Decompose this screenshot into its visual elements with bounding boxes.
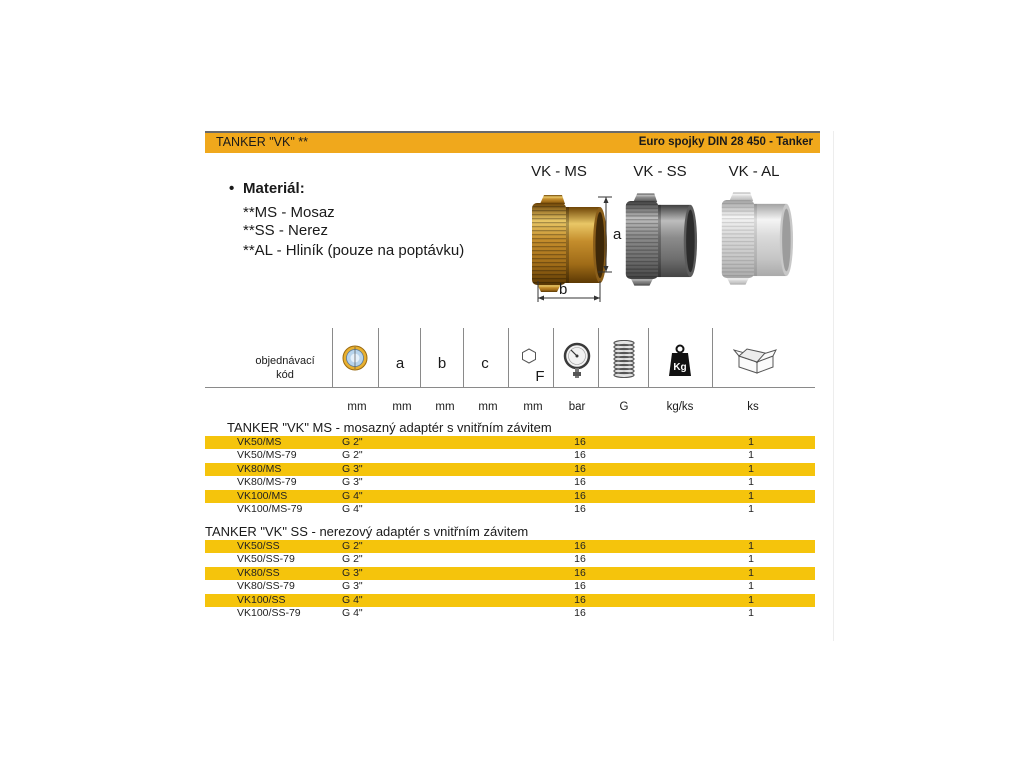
order-code: VK80/MS [237, 462, 282, 475]
unit-label: ks [747, 401, 759, 413]
code-header-line1: objednávací [255, 355, 315, 367]
table-row [205, 503, 815, 517]
pressure-value: 16 [574, 503, 586, 515]
dimension-b-label: b [559, 281, 568, 298]
unit-label: bar [568, 401, 586, 413]
table-row [205, 436, 815, 450]
stainless-coupling-image [622, 190, 698, 290]
order-code: VK50/MS-79 [237, 449, 297, 461]
column-label-c: c [481, 355, 489, 372]
variant-label-ms: VK - MS [531, 163, 587, 180]
table-row [205, 567, 815, 581]
table-row [205, 540, 815, 554]
material-item: **MS - Mosaz [243, 204, 335, 221]
thread-size: G 2" [342, 449, 363, 461]
quantity-value: 1 [748, 435, 754, 448]
header-rule [205, 387, 815, 388]
pressure-value: 16 [574, 476, 586, 488]
thread-size: G 3" [342, 476, 363, 488]
hex-nut-icon [521, 348, 537, 364]
variant-label-al: VK - AL [728, 163, 780, 180]
order-code: VK80/MS-79 [237, 476, 297, 488]
dimension-lines [528, 188, 628, 306]
unit-label: mm [478, 401, 498, 413]
order-code: VK50/SS [237, 539, 280, 552]
thread-size: G 4" [342, 593, 363, 606]
column-divider [463, 328, 464, 387]
variant-label-ss: VK - SS [633, 163, 687, 180]
order-code: VK80/SS [237, 566, 280, 579]
unit-label: kg/ks [666, 401, 694, 413]
pressure-value: 16 [574, 566, 586, 579]
material-item: **AL - Hliník (pouze na poptávku) [243, 242, 465, 259]
unit-label: mm [523, 401, 543, 413]
quantity-value: 1 [748, 462, 754, 475]
quantity-value: 1 [748, 553, 754, 565]
pressure-value: 16 [574, 607, 586, 619]
pressure-value: 16 [574, 553, 586, 565]
thread-size: G 2" [342, 435, 363, 448]
column-divider [332, 328, 333, 387]
quantity-value: 1 [748, 539, 754, 552]
quantity-value: 1 [748, 566, 754, 579]
quantity-value: 1 [748, 489, 754, 502]
order-code: VK50/MS [237, 435, 282, 448]
pressure-value: 16 [574, 449, 586, 461]
column-divider [648, 328, 649, 387]
column-divider [508, 328, 509, 387]
order-code: VK100/MS-79 [237, 503, 303, 515]
order-code: VK100/SS [237, 593, 286, 606]
table-row [205, 607, 815, 621]
material-heading: • Materiál: [243, 180, 305, 197]
thread-size: G 2" [342, 539, 363, 552]
table-row [205, 476, 815, 490]
aluminium-coupling-image [718, 190, 794, 288]
thread-size: G 4" [342, 503, 363, 515]
order-code: VK100/SS-79 [237, 607, 301, 619]
thread-size: G 2" [342, 553, 363, 565]
table-row [205, 490, 815, 504]
pressure-value: 16 [574, 435, 586, 448]
column-divider [378, 328, 379, 387]
quantity-value: 1 [748, 580, 754, 592]
header-title: TANKER "VK" ** [216, 135, 308, 149]
column-label-b: b [437, 355, 447, 372]
unit-label: mm [347, 401, 367, 413]
dimension-a-label: a [613, 226, 622, 243]
weight-icon [668, 344, 692, 378]
pressure-value: 16 [574, 593, 586, 606]
column-label-a: a [395, 355, 405, 372]
section-title-ss: TANKER "VK" SS - nerezový adaptér s vnitřním závitem [205, 524, 529, 539]
material-item: **SS - Nerez [243, 222, 329, 239]
quantity-value: 1 [748, 607, 754, 619]
unit-label: G [619, 401, 629, 413]
code-header-line2: kód [276, 369, 294, 381]
column-divider [712, 328, 713, 387]
thread-size: G 3" [342, 462, 363, 475]
pressure-value: 16 [574, 539, 586, 552]
table-row [205, 553, 815, 567]
unit-label: mm [392, 401, 412, 413]
thread-size: G 4" [342, 489, 363, 502]
quantity-value: 1 [748, 449, 754, 461]
column-divider [598, 328, 599, 387]
pressure-value: 16 [574, 462, 586, 475]
thread-icon [612, 340, 636, 378]
pipe-size-icon [341, 344, 369, 372]
pressure-value: 16 [574, 489, 586, 502]
table-row [205, 463, 815, 477]
thread-size: G 3" [342, 580, 363, 592]
section-title-ms: TANKER "VK" MS - mosazný adaptér s vnitřním závitem [227, 420, 552, 435]
header-subtitle: Euro spojky DIN 28 450 - Tanker [638, 136, 813, 148]
quantity-value: 1 [748, 593, 754, 606]
header-bar [205, 131, 820, 153]
column-divider [420, 328, 421, 387]
page-divider [833, 131, 834, 641]
column-label-f: F [535, 368, 545, 385]
order-code: VK80/SS-79 [237, 580, 295, 592]
order-code: VK100/MS [237, 489, 288, 502]
unit-label: mm [435, 401, 455, 413]
table-row [205, 449, 815, 463]
pressure-gauge-icon [563, 342, 591, 382]
thread-size: G 4" [342, 607, 363, 619]
order-code: VK50/SS-79 [237, 553, 295, 565]
table-row [205, 594, 815, 608]
pressure-value: 16 [574, 580, 586, 592]
weight-icon-label: Kg [673, 362, 687, 373]
quantity-value: 1 [748, 503, 754, 515]
thread-size: G 3" [342, 566, 363, 579]
table-row [205, 580, 815, 594]
quantity-value: 1 [748, 476, 754, 488]
box-icon [733, 342, 777, 374]
